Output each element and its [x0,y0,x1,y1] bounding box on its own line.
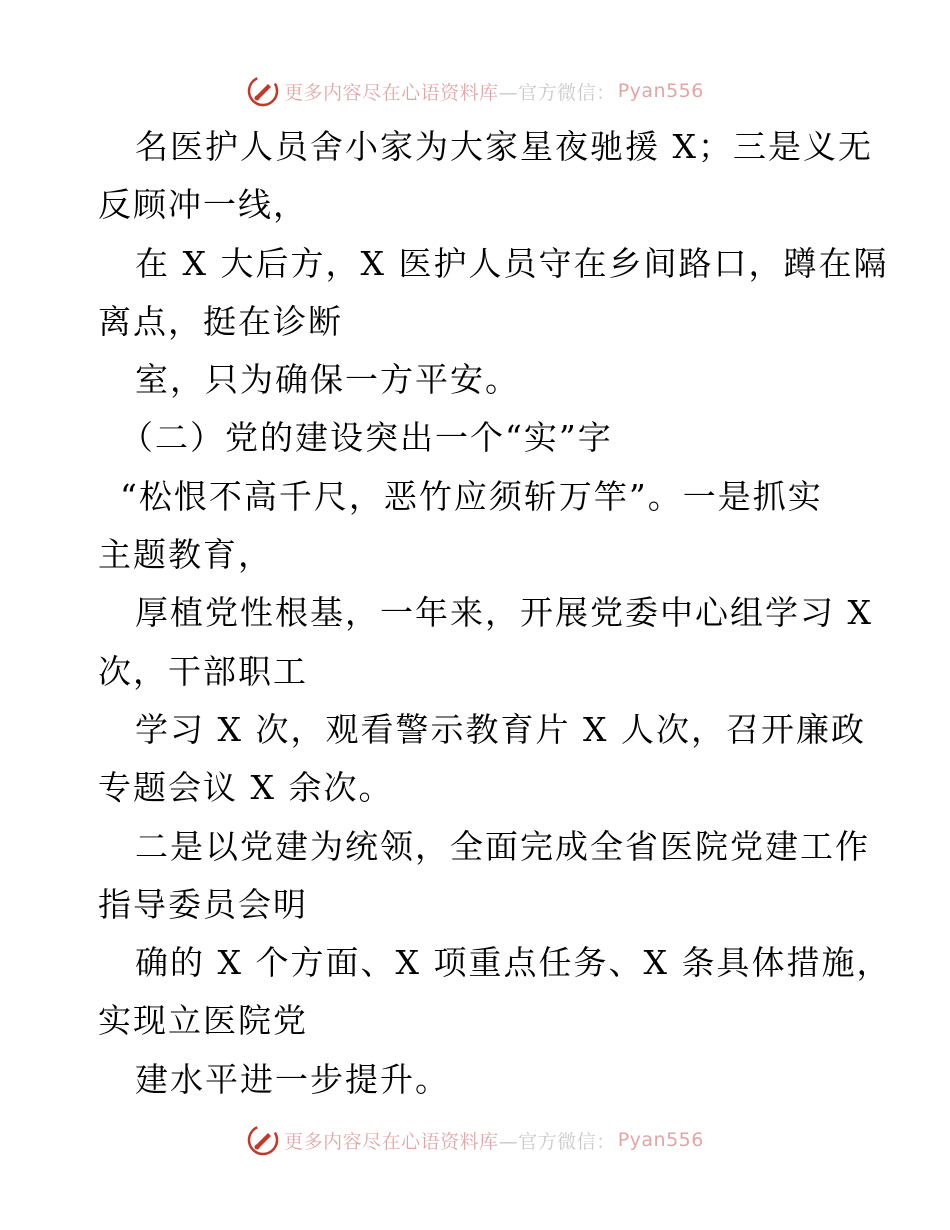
section-heading: （二）党的建设突出一个“实”字 [120,418,613,458]
text-line: 厚植党性根基，一年来，开展党委中心组学习 X [135,593,873,633]
text-line: “松恨不高千尺，恶竹应须斩万竿”。一是抓实 [120,476,823,516]
text-line: 主题教育， [98,535,273,575]
text-line: 指导委员会明 [98,884,308,924]
brush-seal-icon [246,1123,280,1157]
watermark-id-text: Pyan556 [617,1129,704,1151]
watermark-main-text: 更多内容尽在心语资料库 [284,81,499,104]
text-line: 在 X 大后方，X 医护人员守在乡间路口，蹲在隔 [135,243,889,283]
text-line: 次，干部职工 [98,651,308,691]
text-line: 学习 X 次，观看警示教育片 X 人次，召开廉政 [135,709,866,749]
watermark-id-text: Pyan556 [617,80,704,102]
watermark-dash-text: —官方微信： [498,1130,616,1153]
footer-watermark [0,1120,950,1160]
text-line: 确的 X 个方面、X 项重点任务、X 条具体措施， [135,943,892,983]
text-line: 室，只为确保一方平安。 [135,360,520,400]
text-line: 建水平进一步提升。 [135,1059,450,1099]
document-body [98,118,892,1109]
text-line: 二是以党建为统领，全面完成全省医院党建工作 [135,826,870,866]
brush-seal-icon [246,74,280,108]
text-line: 离点，挺在诊断 [98,301,343,341]
text-line: 名医护人员舍小家为大家星夜驰援 X；三是义无 [135,127,873,166]
text-line: 实现立医院党 [98,1001,308,1041]
header-watermark [0,71,950,111]
text-line: 反顾冲一线， [98,185,308,225]
text-line: 专题会议 X 余次。 [98,768,394,808]
watermark-main-text: 更多内容尽在心语资料库 [284,1130,499,1153]
watermark-dash-text: —官方微信： [498,81,616,104]
